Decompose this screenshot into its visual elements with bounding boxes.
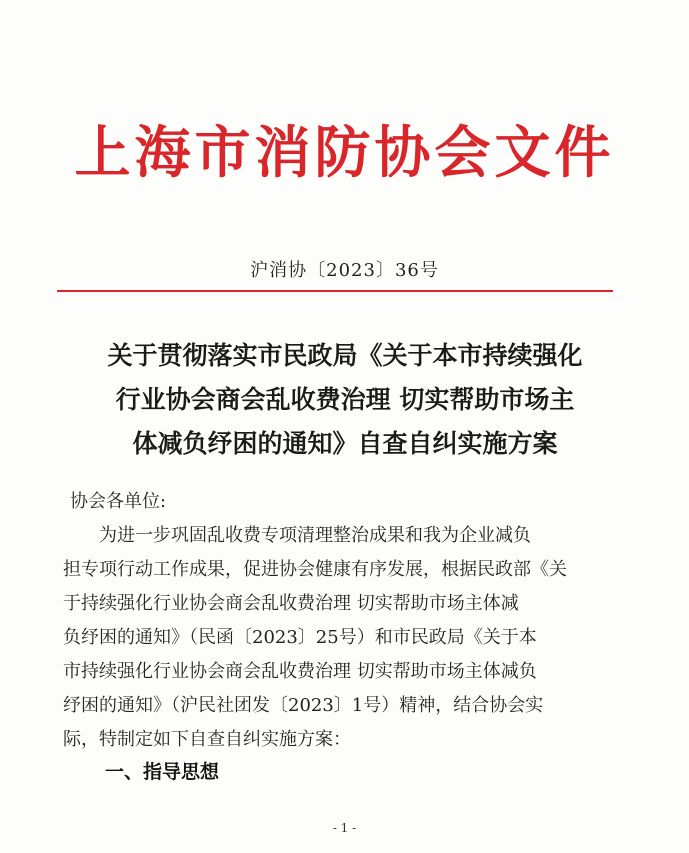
title-line: 行业协会商会乱收费治理 切实帮助市场主 (115, 385, 575, 414)
salutation: 协会各单位: (70, 491, 167, 512)
title-line: 体减负纾困的通知》自查自纠实施方案 (132, 429, 558, 458)
body-line: 纾困的通知》（沪民社团发〔2023〕1号）精神，结合协会实 (63, 695, 544, 716)
red-divider-line (57, 290, 613, 292)
body-line: 担专项行动工作成果，促进协会健康有序发展，根据民政部《关 (63, 559, 567, 580)
body-line: 为进一步巩固乱收费专项清理整治成果和我为企业减负 (63, 525, 531, 546)
body-line: 负纾困的通知》（民函〔2023〕25号）和市民政局《关于本 (63, 627, 537, 648)
title-line: 关于贯彻落实市民政局《关于本市持续强化 (107, 341, 583, 370)
body-paragraph (63, 519, 623, 757)
document-number: 沪消协〔2023〕36号 (250, 260, 439, 281)
body-line: 市持续强化行业协会商会乱收费治理 切实帮助市场主体减负 (63, 661, 537, 682)
document-title (50, 334, 640, 466)
section-heading: 一、指导思想 (105, 761, 220, 783)
masthead-title: 上海市消防协会文件 (74, 120, 615, 186)
page-number: - 1 - (332, 821, 357, 835)
body-line: 于持续强化行业协会商会乱收费治理 切实帮助市场主体减 (63, 593, 519, 614)
body-line: 际，特制定如下自查自纠实施方案： (63, 729, 351, 750)
